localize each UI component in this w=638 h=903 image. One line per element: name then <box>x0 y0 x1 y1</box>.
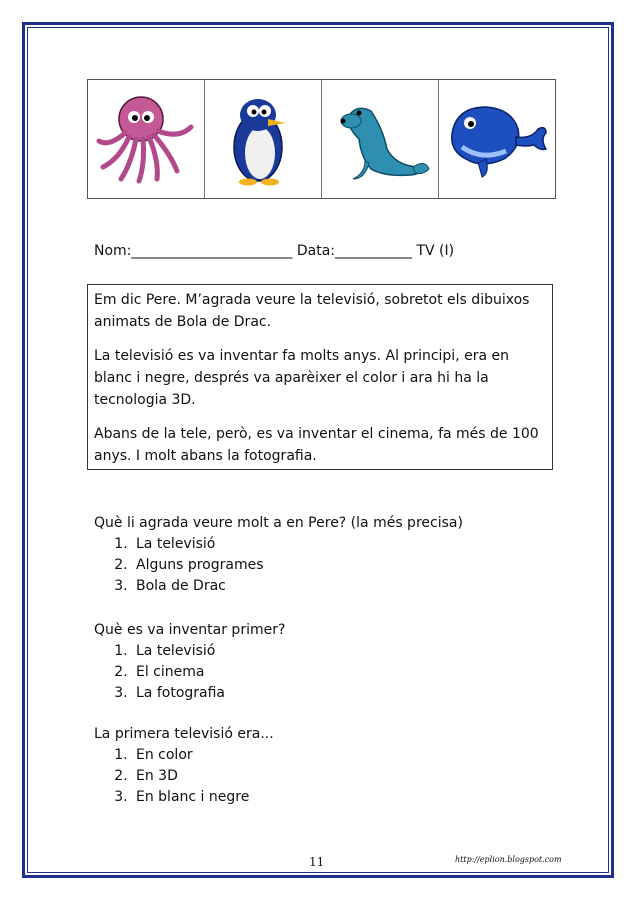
answer-option: 2. En 3D <box>132 766 274 787</box>
footer-url: http://eplion.blogspot.com <box>455 855 562 864</box>
answer-option: 3. En blanc i negre <box>132 787 274 808</box>
picture-cell-penguin <box>205 80 322 198</box>
answer-option: 1. En color <box>132 745 274 766</box>
answer-option: 1. La televisió <box>132 641 285 662</box>
whale-icon <box>442 89 552 189</box>
answer-option: 2. El cinema <box>132 662 285 683</box>
question-block-3 <box>94 724 274 808</box>
answer-option: 3. Bola de Drac <box>132 576 463 597</box>
reading-paragraph: La televisió es va inventar fa molts anys. Al principi, era en blanc i negre, després va aparèixer el color i ara hi ha la tecnologia 3D. <box>94 348 509 408</box>
answer-options <box>94 641 285 704</box>
animal-picture-strip <box>87 79 556 199</box>
picture-cell-seal <box>322 80 439 198</box>
answer-option: 2. Alguns programes <box>132 555 463 576</box>
reading-paragraph: Abans de la tele, però, es va inventar el cinema, fa més de 100 anys. I molt abans la fotografia. <box>94 426 539 464</box>
answer-option: 3. La fotografia <box>132 683 285 704</box>
reading-passage-box <box>87 284 553 470</box>
picture-cell-whale <box>439 80 555 198</box>
question-text: Què es va inventar primer? <box>94 622 286 638</box>
question-text: Què li agrada veure molt a en Pere? (la més precisa) <box>94 515 463 531</box>
page-number: 11 <box>309 855 325 869</box>
picture-cell-octopus <box>88 80 205 198</box>
answer-options <box>94 534 463 597</box>
penguin-icon <box>208 89 318 189</box>
reading-paragraph: Em dic Pere. M’agrada veure la televisió, sobretot els dibuixos animats de Bola de Drac. <box>94 292 530 330</box>
answer-option: 1. La televisió <box>132 534 463 555</box>
question-block-2 <box>94 620 285 704</box>
question-text: La primera televisió era... <box>94 726 274 742</box>
name-date-line: Nom:_______________________ Data:___________ TV (I) <box>94 243 455 259</box>
answer-options <box>94 745 274 808</box>
seal-icon <box>325 89 435 189</box>
question-block-1 <box>94 513 463 597</box>
octopus-icon <box>91 89 201 189</box>
